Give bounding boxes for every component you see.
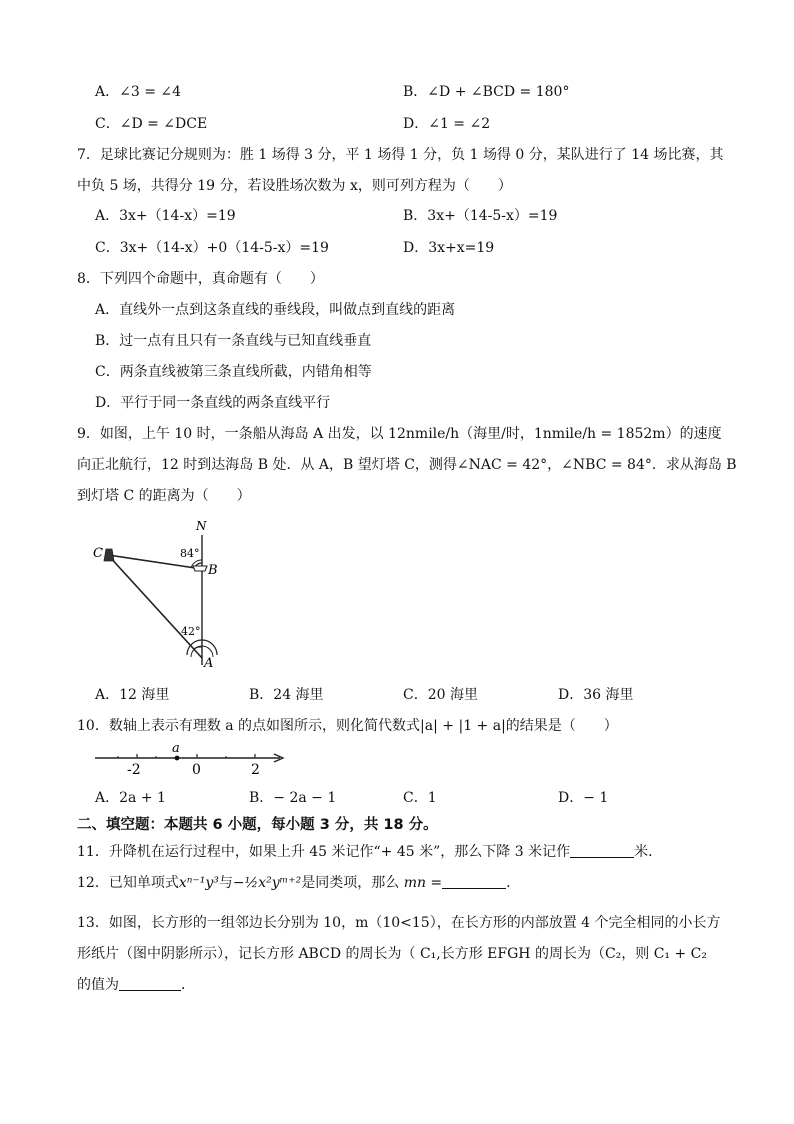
q13-stem-line2: 形纸片（图中阴影所示），记长方形 ABCD 的周长为（ C₁,长方形 EFGH 的周长为（C₂，则 C₁ + C₂ [77,946,707,962]
q9-option-a: A．12 海里 [95,687,170,703]
q8-option-a: A．直线外一点到这条直线的垂线段，叫做点到直线的距离 [95,302,456,318]
q7-option-b: B．3x+（14-5-x）=19 [403,208,558,224]
q12-answer-blank[interactable] [442,874,506,889]
lighthouse-icon [104,549,114,561]
tick-label-2: 2 [251,762,260,778]
q6-option-d: D．∠1 = ∠2 [403,116,491,132]
tick-label-neg2: -2 [127,762,141,778]
q7-stem-line1: 7．足球比赛记分规则为：胜 1 场得 3 分，平 1 场得 1 分，负 1 场得 0 分，某队进行了 14 场比赛，其 [77,147,724,163]
q9-figure [90,515,230,675]
q13-stem-line3 [77,976,195,994]
point-a [175,756,180,761]
q13-value-label: 的值为 [77,977,119,993]
q9-option-c: C．20 海里 [403,687,478,703]
line-ca [108,555,202,658]
q7-option-a: A．3x+（14-x）=19 [95,208,236,224]
boat-icon [193,566,207,571]
q9-stem-line1: 9．如图，上午 10 时，一条船从海岛 A 出发，以 12nmile/h（海里/时，1nmile/h = 1852m）的速度 [77,426,722,442]
q9-option-d: D．36 海里 [558,687,634,703]
q8-stem: 8．下列四个命题中，真命题有（ ） [77,271,324,287]
label-angle-84: 84° [180,547,200,560]
q13-end: ． [181,977,195,993]
q12-stem: 12．已知单项式 [77,875,179,891]
q9-stem-line2: 向正北航行，12 时到达海岛 B 处．从 A，B 望灯塔 C，测得∠NAC = 42°，∠NBC = 84°．求从海岛 B [77,457,737,473]
q8-option-d: D．平行于同一条直线的两条直线平行 [95,395,331,411]
q10-option-d: D．− 1 [558,790,609,806]
q9-stem-line3: 到灯塔 C 的距离为（ ） [77,488,251,504]
q10-stem: 10．数轴上表示有理数 a 的点如图所示，则化简代数式|a| + |1 + a|的结果是（ ） [77,718,618,734]
tick-label-0: 0 [192,762,201,778]
q8-option-c: C．两条直线被第三条直线所截，内错角相等 [95,364,372,380]
q12-monomial-1: xⁿ⁻¹y³ [178,875,219,891]
q11-unit: 米． [634,844,663,860]
label-point-a: a [172,741,180,756]
label-c: C [93,546,103,561]
q12 [77,874,520,892]
q10-number-line [90,740,290,780]
q11-answer-blank[interactable] [570,843,634,858]
q6-option-c: C．∠D = ∠DCE [95,116,208,132]
q11-stem: 11．升降机在运行过程中，如果上升 45 米记作“+ 45 米”，那么下降 3 米记作 [77,844,571,860]
label-a: A [204,656,214,671]
section-heading: 二、填空题：本题共 6 小题，每小题 3 分，共 18 分。 [77,817,438,833]
q12-end: ． [506,875,521,891]
q9-option-b: B．24 海里 [249,687,324,703]
q12-and: 与 [218,875,233,891]
q8-option-b: B．过一点有且只有一条直线与已知直线垂直 [95,333,372,349]
q10-option-a: A．2a + 1 [95,790,166,806]
label-b: B [208,563,218,578]
q12-text: 是同类项，那么 [301,875,400,891]
q7-option-c: C．3x+（14-x）+0（14-5-x）=19 [95,240,329,256]
q7-option-d: D．3x+x=19 [403,240,495,256]
q6-option-a: A．∠3 = ∠4 [95,84,182,100]
q13-stem-line1: 13．如图，长方形的一组邻边长分别为 10，m（10<15），在长方形的内部放置 4 个完全相同的小长方 [77,915,721,931]
q12-expression: mn = [403,875,443,891]
label-angle-42: 42° [181,625,201,638]
q7-stem-line2: 中负 5 场，共得分 19 分，若设胜场次数为 x，则可列方程为（ ） [77,178,512,194]
q10-option-c: C．1 [403,790,437,806]
q10-option-b: B．− 2a − 1 [249,790,337,806]
q11 [77,843,662,861]
q6-option-b: B．∠D + ∠BCD = 180° [403,84,570,100]
q13-answer-blank[interactable] [119,976,181,991]
q12-monomial-2: −½x²yᵐ⁺² [232,875,302,891]
label-n: N [196,519,207,533]
